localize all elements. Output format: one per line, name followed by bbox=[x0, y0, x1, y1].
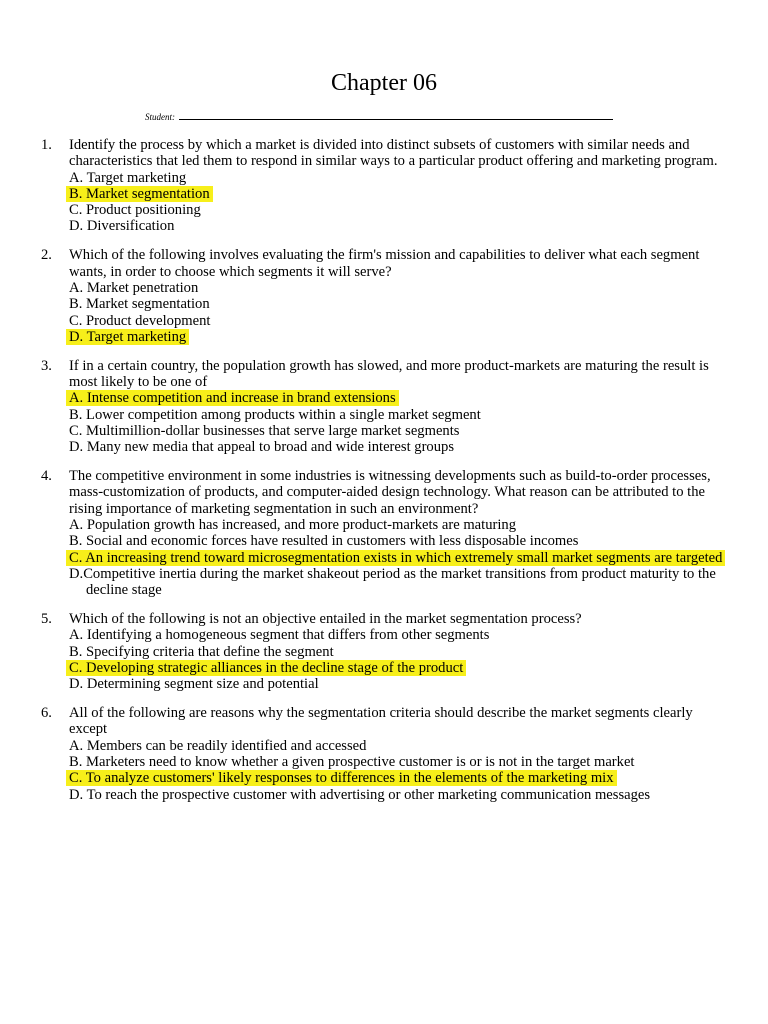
question-number: 4. bbox=[41, 468, 52, 485]
answer-option-text: A. Population growth has increased, and more product-markets are maturing bbox=[69, 517, 517, 534]
answer-option-text: B. Market segmentation bbox=[66, 186, 213, 202]
answer-option bbox=[69, 644, 731, 660]
answer-option-highlighted bbox=[69, 770, 731, 786]
answer-option bbox=[69, 566, 731, 599]
answer-option bbox=[69, 296, 731, 312]
answer-option bbox=[69, 517, 731, 533]
answer-option-text: A. Intense competition and increase in brand extensions bbox=[66, 390, 399, 406]
question-number: 6. bbox=[41, 705, 52, 722]
answer-option bbox=[69, 218, 731, 234]
answer-option bbox=[69, 627, 731, 643]
answer-option-text: D.Competitive inertia during the market shakeout period as the market transitions from product maturity to the decline stage bbox=[69, 565, 716, 599]
answer-option-highlighted bbox=[69, 329, 731, 345]
answer-option-text: C. Product positioning bbox=[69, 202, 201, 219]
answer-option-text: D. To reach the prospective customer with advertising or other marketing communication messages bbox=[69, 786, 651, 803]
question-item bbox=[41, 137, 731, 235]
page-title: Chapter 06 bbox=[331, 70, 437, 96]
answer-option-text: C. Multimillion-dollar businesses that serve large market segments bbox=[69, 422, 460, 439]
answer-option-text: B. Social and economic forces have resulted in customers with less disposable incomes bbox=[69, 533, 579, 550]
answer-option-text: A. Market penetration bbox=[69, 279, 199, 296]
question-stem: The competitive environment in some industries is witnessing developments such as build-to-order processes, mass-customization of products, and computer-aided design technology. What reason can be attributed to the rising importance of marketing segmentation in such an environment? bbox=[69, 468, 711, 517]
answer-option-text: D. Determining segment size and potential bbox=[69, 676, 319, 693]
question-number: 1. bbox=[41, 137, 52, 153]
question-item bbox=[41, 611, 731, 692]
answer-option bbox=[69, 407, 731, 423]
answer-option bbox=[69, 787, 731, 803]
answer-option bbox=[69, 202, 731, 218]
student-name-line bbox=[145, 110, 613, 124]
question-number: 2. bbox=[41, 247, 52, 264]
answer-option-highlighted bbox=[69, 390, 731, 406]
answer-option-highlighted bbox=[69, 186, 731, 202]
answer-option-text: B. Market segmentation bbox=[69, 296, 210, 313]
question-stem: Which of the following involves evaluating the firm's mission and capabilities to deliver what each segment wants, in order to choose which segments it will serve? bbox=[69, 247, 700, 280]
answer-option-text: B. Marketers need to know whether a given prospective customer is or is not in the target market bbox=[69, 754, 635, 771]
question-list bbox=[41, 137, 731, 816]
question-item bbox=[41, 247, 731, 345]
student-label: Student: bbox=[145, 112, 175, 122]
answer-option bbox=[69, 439, 731, 455]
answer-option-text: C. An increasing trend toward microsegmentation exists in which extremely small market segments are targeted bbox=[66, 550, 725, 566]
answer-option bbox=[69, 754, 731, 770]
answer-option-highlighted bbox=[69, 660, 731, 676]
answer-option-text: D. Diversification bbox=[69, 218, 175, 235]
answer-option bbox=[69, 423, 731, 439]
student-name-blank bbox=[179, 111, 613, 120]
answer-option bbox=[69, 170, 731, 186]
question-item bbox=[41, 468, 731, 598]
question-stem: Which of the following is not an objective entailed in the market segmentation process? bbox=[69, 611, 582, 628]
question-stem: All of the following are reasons why the segmentation criteria should describe the market segments clearly except bbox=[69, 705, 693, 738]
answer-option bbox=[69, 533, 731, 549]
question-number: 5. bbox=[41, 611, 52, 628]
answer-option-text: A. Identifying a homogeneous segment that differs from other segments bbox=[69, 627, 490, 644]
answer-option bbox=[69, 313, 731, 329]
answer-option-text: C. To analyze customers' likely responses to differences in the elements of the marketing mix bbox=[66, 770, 617, 786]
question-item bbox=[41, 705, 731, 803]
answer-option-text: C. Developing strategic alliances in the decline stage of the product bbox=[66, 660, 466, 676]
answer-option bbox=[69, 280, 731, 296]
answer-option-highlighted bbox=[69, 550, 731, 566]
answer-option-text: A. Members can be readily identified and accessed bbox=[69, 737, 367, 754]
answer-option bbox=[69, 738, 731, 754]
question-number: 3. bbox=[41, 357, 52, 374]
answer-option-text: A. Target marketing bbox=[69, 169, 187, 186]
question-stem: If in a certain country, the population growth has slowed, and more product-markets are maturing the result is most likely to be one of bbox=[69, 357, 709, 391]
answer-option-text: C. Product development bbox=[69, 312, 211, 329]
answer-option-text: B. Specifying criteria that define the segment bbox=[69, 643, 334, 660]
answer-option bbox=[69, 676, 731, 692]
answer-option-text: D. Many new media that appeal to broad and wide interest groups bbox=[69, 439, 455, 456]
question-stem: Identify the process by which a market is divided into distinct subsets of customers with similar needs and characteristics that led them to respond in similar ways to a particular product offering and marketing program. bbox=[69, 137, 718, 170]
question-item bbox=[41, 358, 731, 456]
answer-option-text: D. Target marketing bbox=[66, 329, 189, 345]
answer-option-text: B. Lower competition among products within a single market segment bbox=[69, 406, 481, 423]
